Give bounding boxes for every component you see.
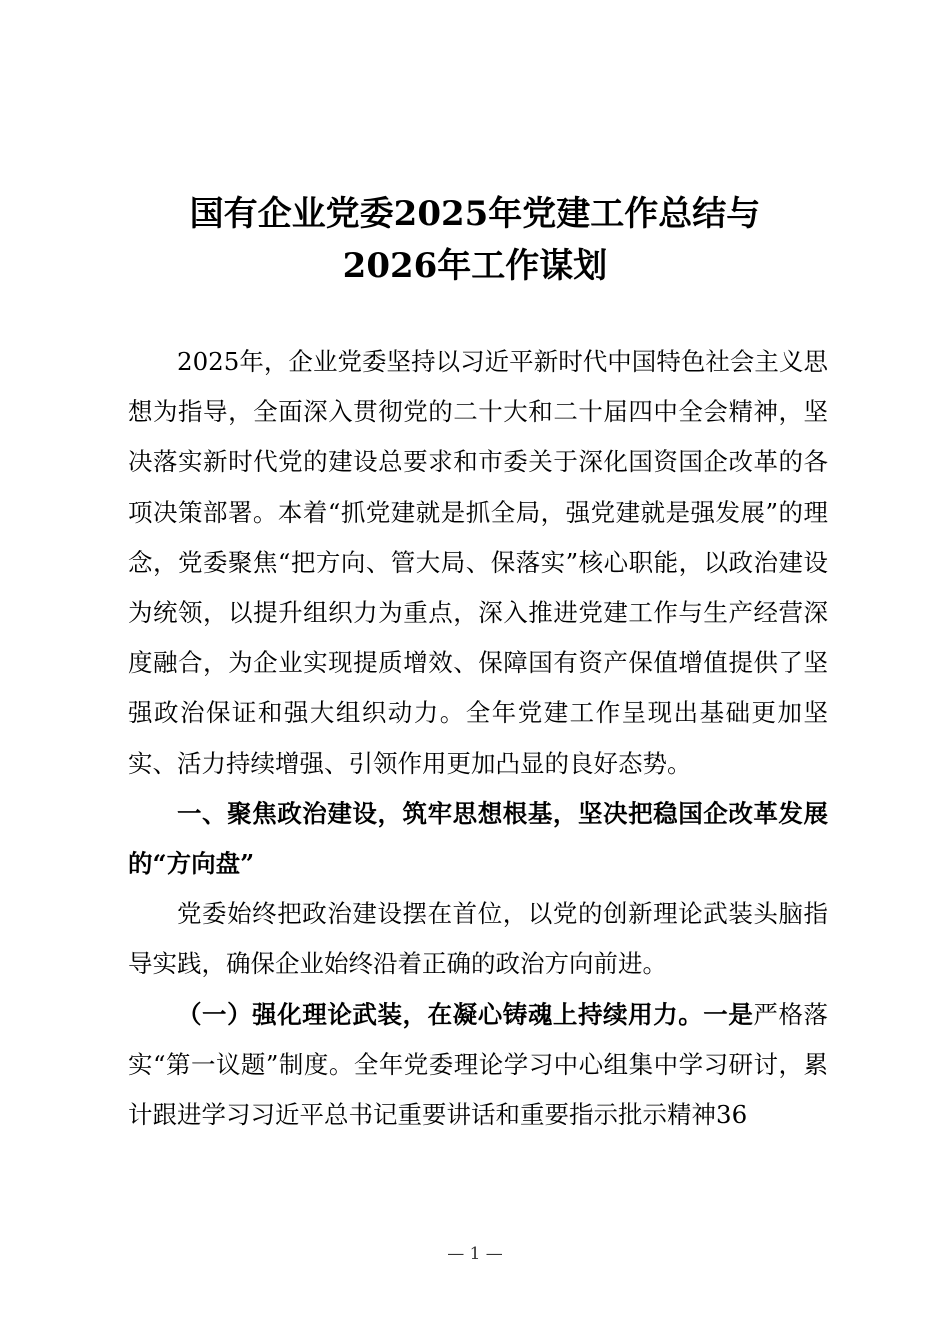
section-1-paragraph: 党委始终把政治建设摆在首位，以党的创新理论武装头脑指导实践，确保企业始终沿着正确的政治方向前进。 (128, 899, 828, 979)
subsection-1-paragraph (128, 990, 828, 1141)
subsection-1-heading: （一）强化理论武装，在凝心铸魂上持续用力。 (177, 999, 704, 1029)
document-body (128, 337, 828, 1140)
title-line-2: 2026年工作谋划 (342, 246, 608, 286)
section-1-heading: 一、聚焦政治建设，筑牢思想根基，坚决把稳国企改革发展的“方向盘” (128, 798, 828, 879)
subsection-1-text: 严格落实“第一议题”制度。全年党委理论学习中心组集中学习研讨，累计跟进学习习近平总书记重要讲话和重要指示批示精神36 (128, 999, 829, 1130)
title-line-1: 国有企业党委2025年党建工作总结与 (189, 194, 761, 234)
page-number: — 1 — (447, 1244, 503, 1264)
intro-paragraph: 2025年，企业党委坚持以习近平新时代中国特色社会主义思想为指导，全面深入贯彻党的二十大和二十届四中全会精神，坚决落实新时代党的建设总要求和市委关于深化国资国企改革的各项决策部署。本着“抓党建就是抓全局，强党建就是强发展”的理念，党委聚焦“把方向、管大局、保落实”核心职能，以政治建设为统领，以提升组织力为重点，深入推进党建工作与生产经营深度融合，为企业实现提质增效、保障国有资产保值增值提供了坚强政治保证和强大组织动力。全年党建工作呈现出基础更加坚实、活力持续增强、引领作用更加凸显的良好态势。 (128, 347, 828, 778)
document-title (100, 188, 850, 292)
subsection-1-lead: 一是 (703, 999, 754, 1029)
